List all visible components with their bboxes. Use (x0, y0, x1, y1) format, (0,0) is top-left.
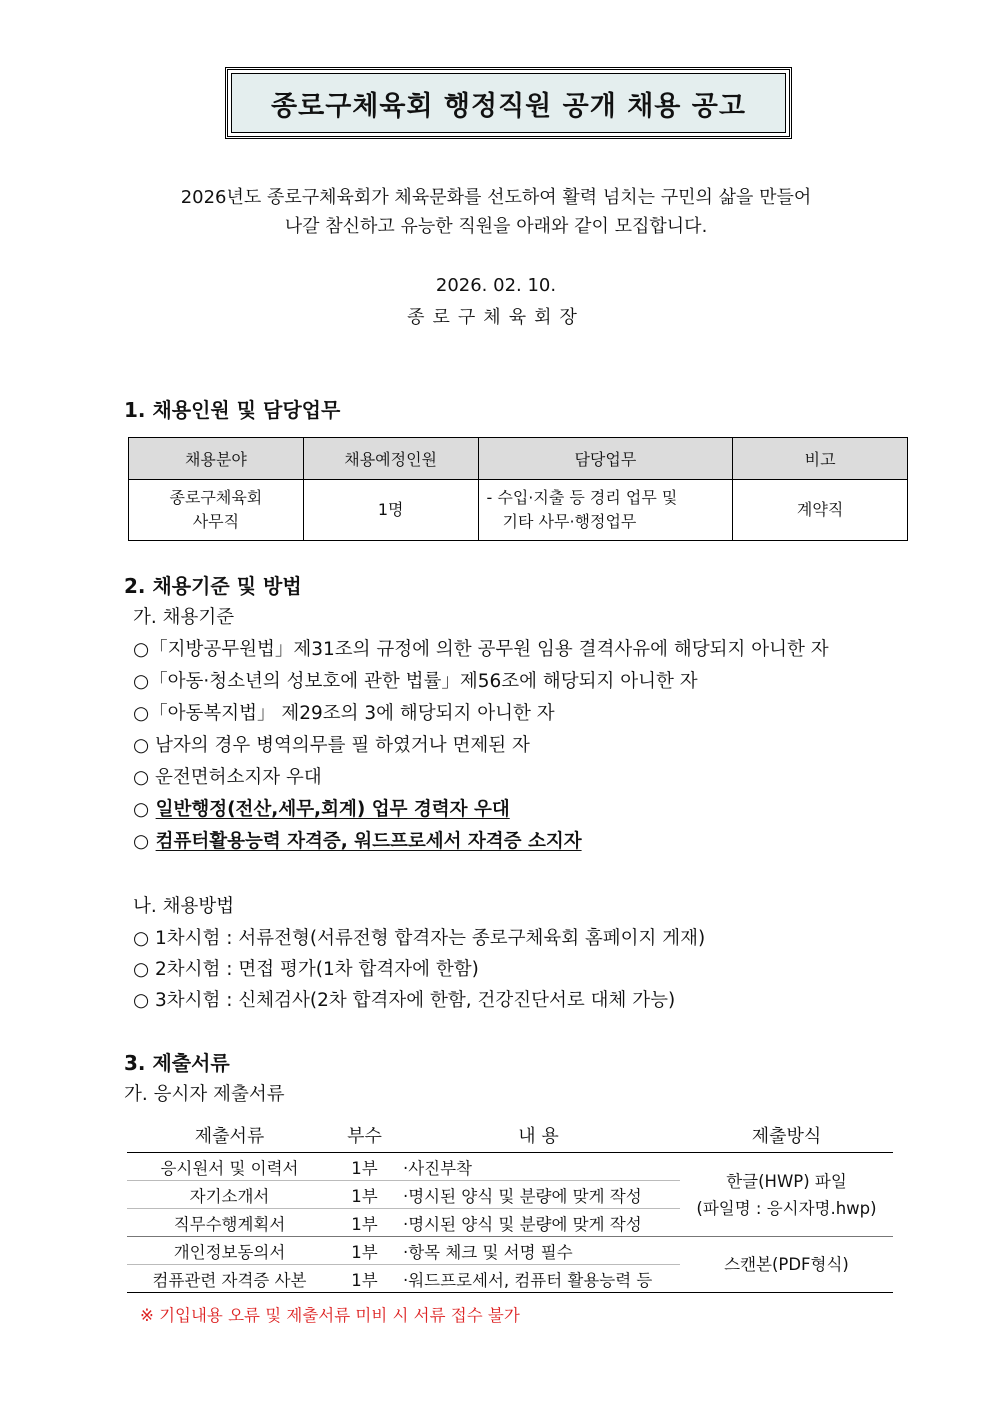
doc-content: ·워드프로세서, 컴퓨터 활용능력 등 (397, 1265, 680, 1293)
header-document: 제출서류 (127, 1118, 332, 1153)
bullet: ○ (133, 799, 150, 820)
field-line-2: 사무직 (192, 512, 240, 531)
header-note: 비고 (733, 438, 908, 480)
table-header-row (127, 1118, 893, 1153)
method-item: ○ 3차시험 : 신체검사(2차 합격자에 한함, 건강진단서로 대체 가능) (133, 990, 676, 1011)
section-3-heading: 3. 제출서류 (124, 1051, 230, 1075)
criteria-item: ○「지방공무원법」제31조의 규정에 의한 공무원 임용 결격사유에 해당되지 아니한 자 (133, 639, 829, 660)
table-row (127, 1153, 893, 1181)
header-method: 제출방식 (680, 1118, 893, 1153)
header-field: 채용분야 (129, 438, 304, 480)
criteria-emphasis-text: 컴퓨터활용능력 자격증, 워드프로세서 자격증 소지자 (155, 831, 582, 852)
doc-count: 1부 (351, 1158, 378, 1178)
announcement-date: 2026. 02. 10. (435, 275, 557, 296)
criteria-item: ○ 운전면허소지자 우대 (133, 767, 322, 788)
method-item: ○ 2차시험 : 면접 평가(1차 합격자에 한함) (133, 959, 479, 980)
header-duty: 담당업무 (478, 438, 733, 480)
recruitment-table (128, 437, 908, 541)
method-line-2: (파일명 : 응시자명.hwp) (696, 1198, 877, 1218)
cell-field (129, 480, 304, 541)
doc-name: 직무수행계획서 (127, 1209, 332, 1237)
section-1-heading: 1. 채용인원 및 담당업무 (124, 398, 341, 422)
doc-content: ·사진부착 (403, 1158, 473, 1178)
criteria-item: ○「아동복지법」 제29조의 3에 해당되지 아니한 자 (133, 703, 555, 724)
doc-count: 1부 (332, 1181, 397, 1209)
criteria-item: ○ 남자의 경우 병역의무를 필 하였거나 면제된 자 (133, 735, 530, 756)
doc-name: 개인정보동의서 (127, 1237, 332, 1265)
duty-line-1: - 수입·지출 등 경리 업무 및 (486, 488, 678, 507)
cell-note: 계약직 (733, 480, 908, 541)
submission-method-hwp (680, 1153, 893, 1237)
doc-content: ·항목 체크 및 서명 필수 (397, 1237, 680, 1265)
page-title: 종로구체육회 행정직원 공개 채용 공고 (231, 73, 786, 133)
header-copies: 부수 (332, 1118, 397, 1153)
criteria-subheading: 가. 채용기준 (133, 607, 235, 628)
duty-line-2: 기타 사무·행정업무 (502, 512, 637, 531)
criteria-item-emphasis (133, 795, 510, 821)
doc-content: ·명시된 양식 및 분량에 맞게 작성 (397, 1209, 680, 1237)
submission-method-pdf: 스캔본(PDF형식) (680, 1237, 893, 1293)
doc-content: ·명시된 양식 및 분량에 맞게 작성 (397, 1181, 680, 1209)
intro-line-2: 나갈 참신하고 유능한 직원을 아래와 같이 모집합니다. (284, 216, 708, 237)
method-item: ○ 1차시험 : 서류전형(서류전형 합격자는 종로구체육회 홈페이지 게재) (133, 928, 706, 949)
doc-count: 1부 (332, 1237, 397, 1265)
doc-count: 1부 (332, 1265, 397, 1293)
documents-table (127, 1118, 893, 1293)
field-line-1: 종로구체육회 (169, 488, 263, 507)
table-row (129, 480, 908, 541)
intro-text (0, 183, 992, 241)
criteria-item-emphasis (133, 827, 582, 853)
bullet: ○ (133, 831, 150, 852)
header-count: 채용예정인원 (303, 438, 478, 480)
cell-count: 1명 (303, 480, 478, 541)
method-line-1: 한글(HWP) 파일 (726, 1171, 847, 1191)
section-2-heading: 2. 채용기준 및 방법 (124, 574, 302, 598)
intro-line-1: 2026년도 종로구체육회가 체육문화를 선도하여 활력 넘치는 구민의 삶을 만들어 (180, 187, 812, 208)
documents-subheading: 가. 응시자 제출서류 (124, 1084, 285, 1105)
doc-name: 컴퓨관련 자격증 사본 (127, 1265, 332, 1293)
title-box (225, 67, 792, 139)
issuer-name: 종로구체육회장 (407, 307, 585, 328)
methods-subheading: 나. 채용방법 (133, 896, 235, 917)
table-header-row (129, 438, 908, 480)
table-row (127, 1237, 893, 1265)
criteria-emphasis-text: 일반행정(전산,세무,회계) 업무 경력자 우대 (155, 799, 510, 820)
warning-note: ※ 기입내용 오류 및 제출서류 미비 시 서류 접수 불가 (140, 1306, 520, 1325)
cell-duty (478, 480, 733, 541)
header-content: 내 용 (397, 1118, 680, 1153)
doc-count: 1부 (332, 1209, 397, 1237)
doc-name: 응시원서 및 이력서 (160, 1158, 299, 1178)
doc-name: 자기소개서 (127, 1181, 332, 1209)
criteria-item: ○「아동·청소년의 성보호에 관한 법률」제56조에 해당되지 아니한 자 (133, 671, 698, 692)
